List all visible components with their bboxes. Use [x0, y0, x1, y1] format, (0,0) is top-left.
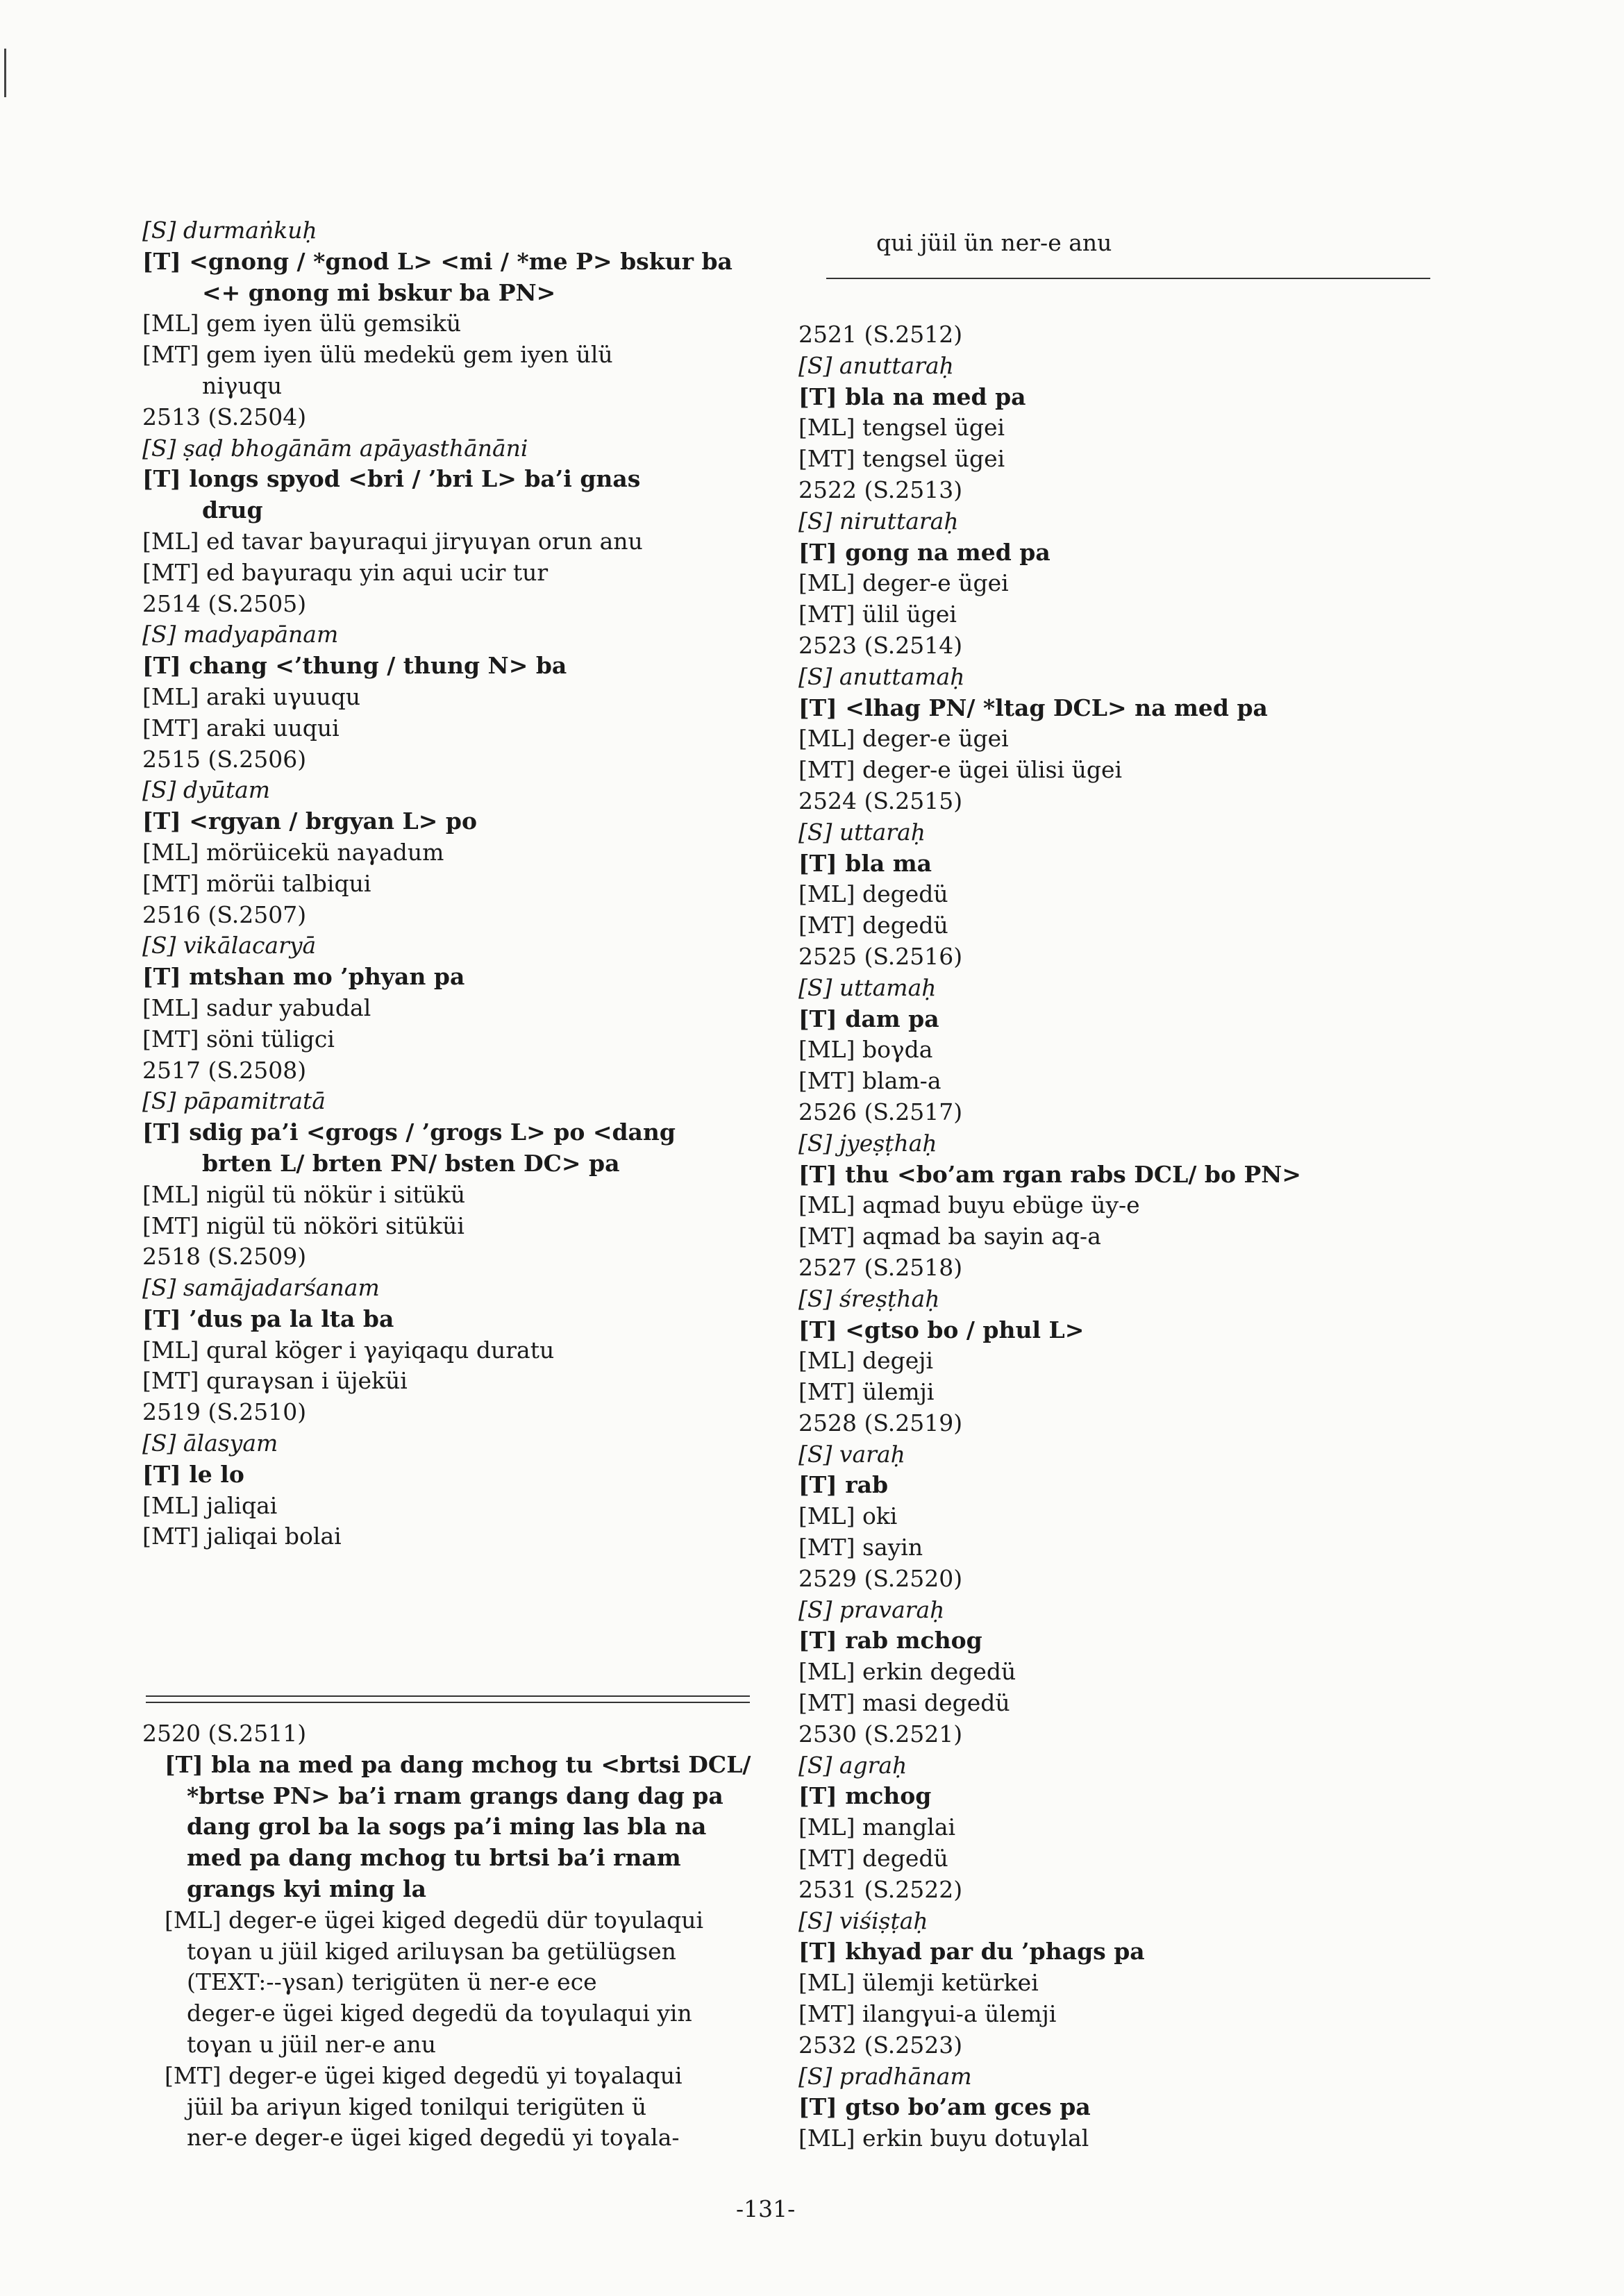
entry-line: [MT] ülil ügei	[798, 601, 957, 628]
entry-line: [MT] jaliqai bolai	[142, 1523, 342, 1550]
entry-line: brten L/ brten PN/ bsten DC> pa	[202, 1149, 620, 1177]
entry-line: [ML] aqmad buyu ebüge üy-e	[798, 1191, 1140, 1219]
entry-line: [S] śreṣṭhaḥ	[798, 1284, 940, 1312]
entry-line: ner-e deger-e ügei kiged degedü yi toγala-	[187, 2124, 680, 2152]
entry-line: [T] mchog	[798, 1782, 932, 1810]
entry-line: [ML] ülemji ketürkei	[798, 1969, 1039, 1997]
entry-line: [S] pravaraḥ	[798, 1595, 945, 1623]
entry-line: [ML] manglai	[798, 1813, 956, 1841]
entry-number: 2531 (S.2522)	[798, 1875, 963, 1903]
entry-line: [S] ṣaḍ bhogānām apāyasthānāni	[142, 434, 528, 462]
entry-line: [ML] nigül tü nökür i sitükü	[142, 1180, 466, 1208]
entry-line: [S] samājadarśanam	[142, 1274, 380, 1302]
entry-line: (TEXT:--γsan) terigüten ü ner-e ece	[187, 1968, 597, 1996]
footnote-block	[142, 1718, 767, 2154]
entry-number: 2532 (S.2523)	[798, 2031, 963, 2059]
entry-line: [MT] ilangγui-a ülemji	[798, 2000, 1057, 2028]
entry-line: [MT] degedü	[798, 912, 948, 939]
entry-line: *brtse PN> ba’i rnam grangs dang dag pa	[187, 1782, 723, 1809]
entry-number: 2517 (S.2508)	[142, 1056, 307, 1084]
entry-line: [S] viśiṣṭaḥ	[798, 1907, 928, 1934]
entry-line: [ML] mörüicekü naγadum	[142, 838, 444, 866]
entry-line: [ML] oki	[798, 1502, 898, 1530]
page-number: -131-	[736, 2195, 796, 2222]
entry-line: [T] bla na med pa	[798, 383, 1026, 410]
entry-number: 2515 (S.2506)	[142, 745, 307, 773]
entry-line: [MT] deger-e ügei kiged degedü yi toγalaqui	[165, 2061, 683, 2089]
entry-line: [T] <lhag PN/ *ltag DCL> na med pa	[798, 694, 1268, 721]
entry-line: [MT] ülemji	[798, 1378, 935, 1406]
entry-line: [MT] deger-e ügei ülisi ügei	[798, 756, 1123, 784]
entry-line: [MT] blam-a	[798, 1067, 941, 1095]
entry-line: [T] longs spyod <bri / ’bri L> ba’i gnas	[142, 465, 641, 493]
entry-number: 2525 (S.2516)	[798, 942, 963, 970]
entry-line: [MT] tengsel ügei	[798, 445, 1005, 473]
entry-number: 2529 (S.2520)	[798, 1564, 963, 1592]
entry-line: [T] le lo	[142, 1460, 244, 1488]
entry-line: [MT] söni tüligci	[142, 1025, 335, 1053]
entry-line: [ML] gem iyen ülü gemsikü	[142, 310, 462, 337]
entry-line: deger-e ügei kiged degedü da toγulaqui yin	[187, 2000, 692, 2027]
entry-line: [T] gtso bo’am gces pa	[798, 2093, 1091, 2121]
entry-line: [S] anuttaraḥ	[798, 351, 954, 379]
entry-line: [T] khyad par du ’phags pa	[798, 1938, 1145, 1966]
entry-line: [T] <gtso bo / phul L>	[798, 1316, 1085, 1343]
entry-line: [T] mtshan mo ’phyan pa	[142, 963, 465, 991]
entry-line: [S] pradhānam	[798, 2062, 972, 2090]
entry-number: 2513 (S.2504)	[142, 403, 307, 430]
entry-line: [S] uttamaḥ	[798, 973, 937, 1001]
entry-line: [T] chang <’thung / thung N> ba	[142, 652, 567, 680]
entry-number: 2523 (S.2514)	[798, 631, 963, 659]
entry-line: jüil ba ariγun kiged tonilqui terigüten ü	[187, 2093, 647, 2120]
entry-line: [MT] mörüi talbiqui	[142, 869, 371, 897]
entry-line: [S] durmaṅkuḥ	[142, 217, 317, 244]
entry-line: [S] madyapānam	[142, 621, 339, 648]
entry-line: [ML] degeji	[798, 1347, 934, 1375]
entry-line: [ML] erkin degedü	[798, 1658, 1016, 1686]
entry-line: [S] dyūtam	[142, 776, 271, 804]
entry-line: [S] ālasyam	[142, 1430, 278, 1457]
entry-line: [S] anuttamaḥ	[798, 662, 965, 690]
entry-line: [T] ’dus pa la lta ba	[142, 1305, 394, 1332]
entry-line: [T] bla na med pa dang mchog tu <brtsi DCL/	[165, 1750, 751, 1778]
entry-line: [S] agraḥ	[798, 1751, 907, 1779]
entry-number: 2521 (S.2512)	[798, 321, 963, 348]
entry-line: [MT] aqmad ba sayin aq-a	[798, 1223, 1101, 1250]
entry-number: 2527 (S.2518)	[798, 1253, 963, 1281]
entry-line: <+ gnong mi bskur ba PN>	[202, 278, 556, 306]
right-column	[798, 319, 1423, 2154]
entry-number: 2518 (S.2509)	[142, 1243, 307, 1271]
entry-line: [MT] araki uuqui	[142, 714, 340, 741]
entry-line: [ML] erkin buyu dotuγlal	[798, 2125, 1089, 2152]
entry-number: 2519 (S.2510)	[142, 1398, 307, 1426]
entry-line: [ML] deger-e ügei	[798, 569, 1009, 597]
entry-line: drug	[202, 496, 263, 524]
entry-number: 2516 (S.2507)	[142, 900, 307, 928]
column-header-continuation: qui jüil ün ner-e anu	[876, 229, 1112, 256]
entry-line: [S] niruttaraḥ	[798, 507, 959, 535]
entry-line: toγan u jüil kiged ariluγsan ba getülügsen	[187, 1937, 676, 1965]
entry-line: [ML] boγda	[798, 1036, 933, 1064]
entry-line: [T] <gnong / *gnod L> <mi / *me P> bskur ba	[142, 247, 733, 275]
entry-line: [ML] jaliqai	[142, 1491, 278, 1519]
entry-line: [MT] degedü	[798, 1845, 948, 1872]
entry-line: [MT] sayin	[798, 1534, 923, 1561]
entry-line: [ML] degedü	[798, 880, 948, 908]
entry-number: 2528 (S.2519)	[798, 1409, 963, 1436]
entry-line: [MT] quraγsan i üjeküi	[142, 1367, 408, 1395]
entry-number: 2522 (S.2513)	[798, 476, 963, 503]
entry-line: [S] vikālacaryā	[142, 932, 317, 960]
footnote-rule-bottom	[146, 1702, 750, 1703]
entry-line: [MT] nigül tü nököri sitüküi	[142, 1212, 464, 1239]
entry-line: niγuqu	[202, 371, 283, 399]
entry-number: 2526 (S.2517)	[798, 1098, 963, 1125]
entry-line: [S] varaḥ	[798, 1440, 905, 1468]
scan-margin-mark	[4, 49, 6, 97]
entry-line: [T] rab mchog	[798, 1627, 982, 1654]
entry-line: med pa dang mchog tu brtsi ba’i rnam	[187, 1844, 681, 1872]
entry-number: 2524 (S.2515)	[798, 787, 963, 814]
entry-line: [T] thu <bo’am rgan rabs DCL/ bo PN>	[798, 1160, 1302, 1188]
entry-line: [T] <rgyan / brgyan L> po	[142, 807, 477, 835]
entry-line: dang grol ba la sogs pa’i ming las bla na	[187, 1813, 707, 1841]
header-rule	[826, 278, 1430, 279]
entry-line: [T] gong na med pa	[798, 538, 1050, 566]
entry-line: [S] pāpamitratā	[142, 1087, 326, 1115]
entry-line: [S] jyeṣṭhaḥ	[798, 1129, 937, 1157]
entry-line: toγan u jüil ner-e anu	[187, 2030, 437, 2058]
entry-line: [ML] qural köger i γayiqaqu duratu	[142, 1336, 555, 1364]
entry-line: [ML] tengsel ügei	[798, 414, 1005, 442]
entry-line: [MT] masi degedü	[798, 1689, 1010, 1717]
entry-line: [ML] araki uγuuqu	[142, 682, 360, 710]
entry-line: [T] rab	[798, 1471, 889, 1499]
entry-number: 2514 (S.2505)	[142, 589, 307, 617]
entry-line: [ML] ed tavar baγuraqui jirγuγan orun anu	[142, 527, 643, 555]
entry-line: [MT] gem iyen ülü medekü gem iyen ülü	[142, 341, 613, 369]
entry-line: [ML] deger-e ügei	[798, 725, 1009, 753]
entry-line: [S] uttaraḥ	[798, 818, 926, 846]
entry-line: [MT] ed baγuraqu yin aqui ucir tur	[142, 558, 549, 586]
entry-number: 2530 (S.2521)	[798, 1720, 963, 1748]
entry-line: grangs kyi ming la	[187, 1875, 426, 1902]
entry-line: [T] bla ma	[798, 849, 932, 877]
footnote-rule-top	[146, 1695, 750, 1697]
entry-number: 2520 (S.2511)	[142, 1720, 307, 1747]
entry-line: [T] dam pa	[798, 1005, 939, 1032]
left-column	[142, 215, 767, 1552]
entry-line: [ML] sadur yabudal	[142, 994, 371, 1021]
entry-line: [ML] deger-e ügei kiged degedü dür toγulaqui	[165, 1906, 704, 1934]
entry-line: [T] sdig pa’i <grogs / ’grogs L> po <dang	[142, 1118, 676, 1146]
